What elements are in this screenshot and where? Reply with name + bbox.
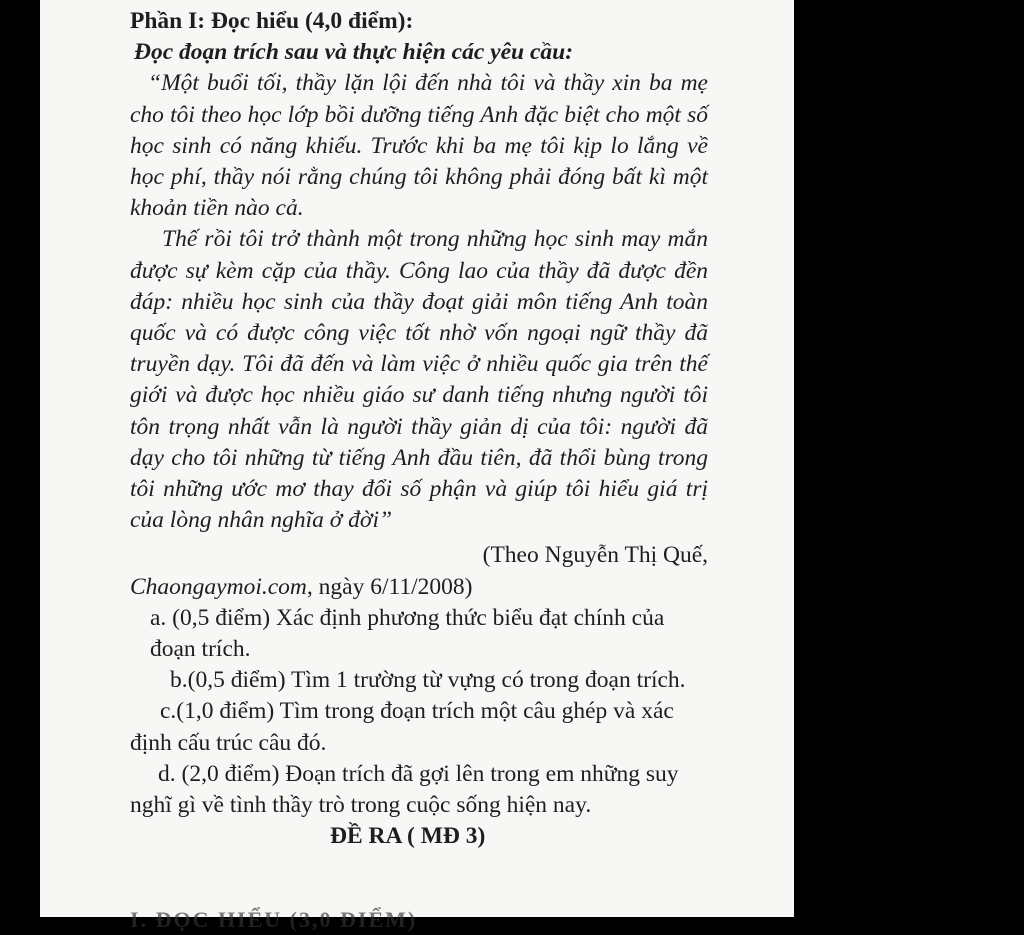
- reading-instruction: Đọc đoạn trích sau và thực hiện các yêu cầu:: [134, 39, 574, 66]
- source-date: , ngày 6/11/2008): [306, 573, 473, 600]
- document-content: [130, 6, 708, 852]
- passage-paragraph-2: Thế rồi tôi trở thành một trong những học sinh may mắn được sự kèm cặp của thầy. Công lao của thầy đã được đền đáp: nhiều học sinh của thầy đoạt giải môn tiếng Anh toàn quốc và có được công việc tốt nhờ vốn ngoại ngữ thầy đã truyền dạy. Tôi đã đến và làm việc ở nhiều quốc gia trên thế giới và được học nhiều giáo sư danh tiếng nhưng người tôi tôn trọng nhất vẫn là người thầy giản dị của tôi: người đã dạy cho tôi những từ tiếng Anh đầu tiên, đã thổi bùng trong tôi những ước mơ thay đổi số phận và giúp tôi hiểu giá trị của lòng nhân nghĩa ở đời”: [130, 226, 708, 534]
- question-c: c.(1,0 điểm) Tìm trong đoạn trích một câu ghép và xác định cấu trúc câu đó.: [130, 698, 674, 756]
- passage: [130, 68, 708, 536]
- passage-paragraph-1: “Một buổi tối, thầy lặn lội đến nhà tôi và thầy xin ba mẹ cho tôi theo học lớp bồi dưỡng tiếng Anh đặc biệt cho một số học sinh có năng khiếu. Trước khi ba mẹ tôi kịp lo lắng về học phí, thầy nói rằng chúng tôi không phải đóng bất kì một khoản tiền nào cả.: [130, 70, 708, 222]
- cut-off-heading: I. ĐỌC HIỂU (3,0 ĐIỂM): [130, 907, 418, 932]
- question-d: d. (2,0 điểm) Đoạn trích đã gợi lên trong em những suy nghĩ gì về tình thầy trò trong cuộc sống hiện nay.: [130, 760, 679, 819]
- source-site: Chaongaymoi.com: [130, 573, 307, 600]
- source-line: [130, 572, 708, 603]
- source-attribution: (Theo Nguyễn Thị Quế,: [482, 542, 708, 569]
- exam-title: ĐỀ RA ( MĐ 3): [330, 823, 486, 850]
- question-b: b.(0,5 điểm) Tìm 1 trường từ vựng có trong đoạn trích.: [170, 667, 686, 694]
- question-a: a. (0,5 điểm) Xác định phương thức biểu đạt chính của đoạn trích.: [150, 604, 665, 663]
- section-heading: Phần I: Đọc hiểu (4,0 điểm):: [130, 8, 414, 34]
- document-page: [40, 0, 794, 932]
